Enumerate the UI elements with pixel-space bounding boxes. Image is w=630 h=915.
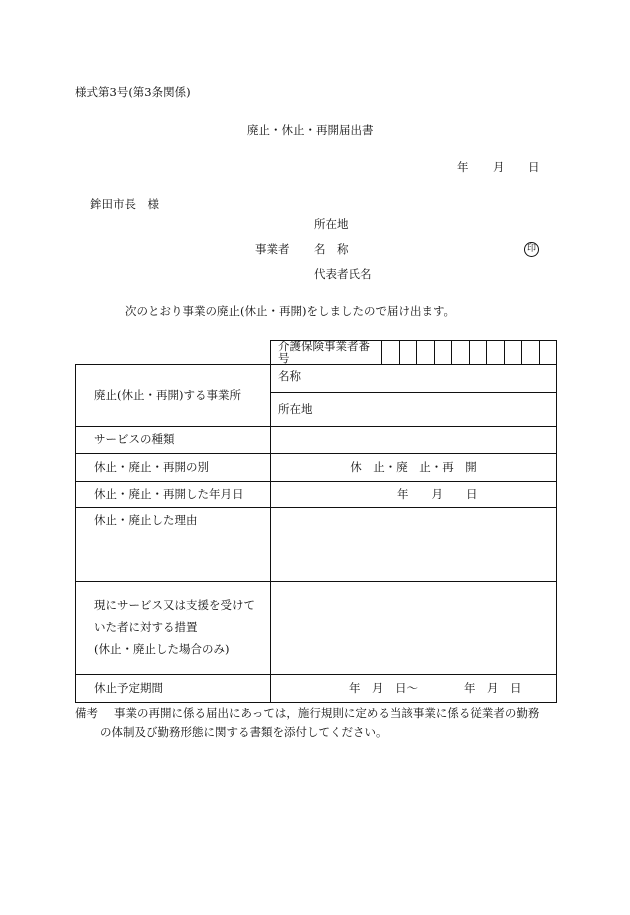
facility-name-field[interactable] <box>271 365 557 393</box>
facility-name-label: 名称 <box>278 369 301 383</box>
applicant-name-label: 名 称 <box>314 242 349 256</box>
provider-number-digit[interactable] <box>505 341 523 364</box>
facility-label: 廃止(休止・再開)する事業所 <box>76 365 271 427</box>
facility-address-label: 所在地 <box>278 401 313 416</box>
reason-field[interactable] <box>271 508 557 582</box>
provider-number-label: 介護保険事業者番号 <box>271 341 382 364</box>
category-label: 休止・廃止・再開の別 <box>76 454 271 482</box>
measures-label <box>76 582 271 675</box>
measures-label-line: 現にサービス又は支援を受けて <box>94 598 255 613</box>
addressee: 鉾田市長 様 <box>90 197 159 211</box>
category-options[interactable]: 休 止・廃 止・再 開 <box>271 454 557 482</box>
provider-number-digit[interactable] <box>382 341 400 364</box>
measures-field[interactable] <box>271 582 557 675</box>
form-number: 様式第3号(第3条関係) <box>75 85 191 99</box>
provider-number-digit[interactable] <box>400 341 418 364</box>
intro-text: 次のとおり事業の廃止(休止・再開)をしましたので届け出ます。 <box>125 304 456 318</box>
seal-mark: 印 <box>524 242 539 257</box>
date-label: 休止・廃止・再開した年月日 <box>76 482 271 508</box>
provider-number-digit[interactable] <box>452 341 470 364</box>
period-label: 休止予定期間 <box>76 675 271 703</box>
applicant-address-label: 所在地 <box>314 217 349 231</box>
service-type-field[interactable] <box>271 427 557 454</box>
reason-label: 休止・廃止した理由 <box>76 508 271 582</box>
period-field[interactable]: 年 月 日～ 年 月 日 <box>271 675 557 703</box>
remarks-label: 備考 <box>75 706 98 720</box>
provider-number-digit[interactable] <box>470 341 488 364</box>
remarks-line-1: 事業の再開に係る届出にあっては，施行規則に定める当該事業に係る従業者の勤務 <box>114 706 540 720</box>
date-month: 月 <box>493 160 505 174</box>
document-title: 廃止・休止・再開届出書 <box>247 123 374 137</box>
date-field[interactable]: 年 月 日 <box>271 482 557 508</box>
applicant-role: 事業者 <box>255 242 290 256</box>
date-day: 日 <box>528 160 540 174</box>
measures-label-line: (休止・廃止した場合のみ) <box>94 641 230 656</box>
measures-label-line: いた者に対する措置 <box>94 620 198 635</box>
provider-number-digit[interactable] <box>522 341 540 364</box>
facility-address-field[interactable] <box>271 393 557 427</box>
provider-number-digit[interactable] <box>417 341 435 364</box>
provider-number-digit[interactable] <box>435 341 453 364</box>
service-type-label: サービスの種類 <box>76 427 271 454</box>
remarks-line-2: の体制及び勤務形態に関する書類を添付してください。 <box>100 725 388 739</box>
table-corner-blank <box>76 341 271 365</box>
applicant-rep-label: 代表者氏名 <box>314 267 372 281</box>
provider-number-row <box>271 341 557 365</box>
provider-number-digit[interactable] <box>487 341 505 364</box>
provider-number-digit[interactable] <box>540 341 557 364</box>
date-year: 年 <box>457 160 469 174</box>
notification-table <box>75 340 557 703</box>
